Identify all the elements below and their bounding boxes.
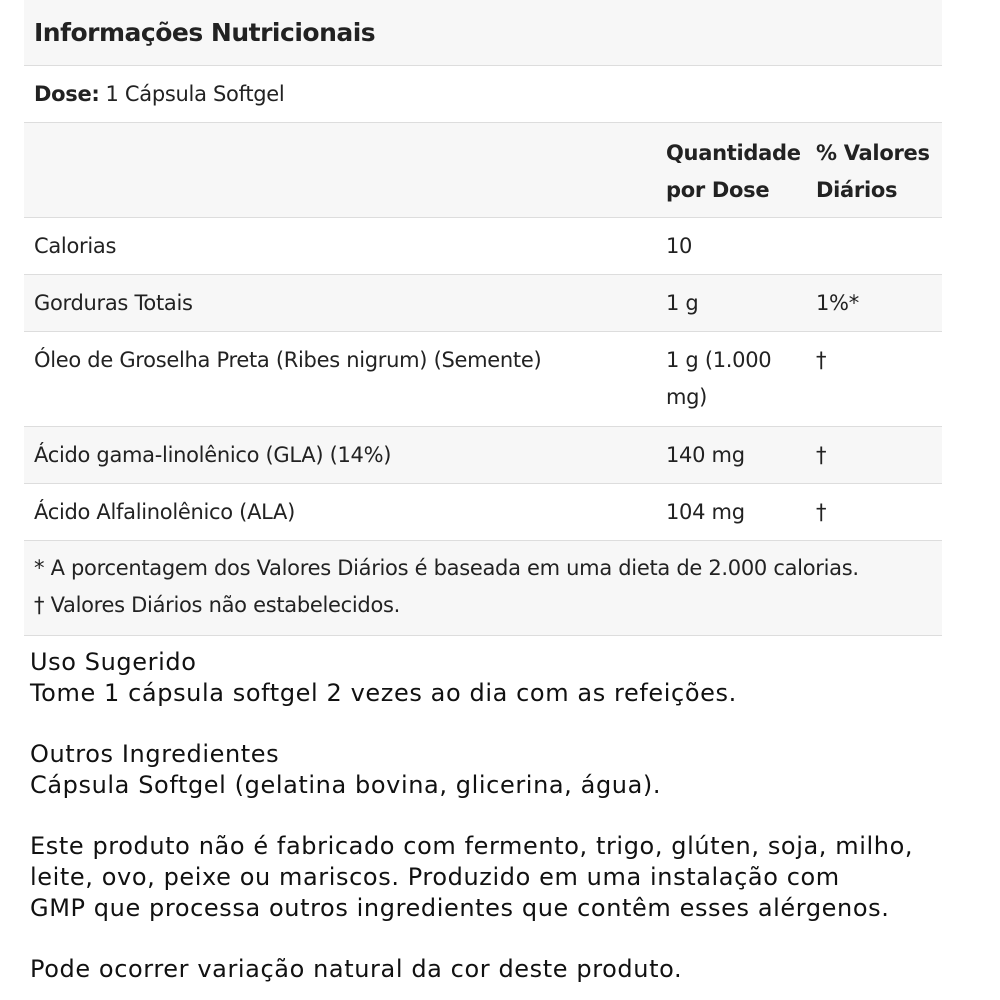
nutrient-dv: 1%* <box>816 291 859 315</box>
table-row <box>24 427 942 484</box>
header-name-cell <box>24 135 656 217</box>
product-description <box>30 647 970 985</box>
nutrient-amount-line2: mg) <box>666 385 708 409</box>
nutrition-facts-table <box>24 0 942 636</box>
nutrient-name: Óleo de Groselha Preta (Ribes nigrum) (Semente) <box>34 348 542 372</box>
nutrient-amount <box>656 342 806 426</box>
footnote-not-established: † Valores Diários não estabelecidos. <box>34 593 401 617</box>
dose-label: Dose: <box>34 82 100 106</box>
nutrient-amount: 140 mg <box>666 443 745 467</box>
footnote-daily-values: * A porcentagem dos Valores Diários é baseada em uma dieta de 2.000 calorias. <box>34 556 859 580</box>
nutrient-amount-line1: 1 g (1.000 <box>666 348 772 372</box>
nutrient-amount: 10 <box>666 234 693 258</box>
table-row <box>24 484 942 541</box>
table-row <box>24 218 942 275</box>
other-ingredients-section <box>30 739 970 801</box>
allergen-line: Este produto não é fabricado com fermento, trigo, glúten, soja, milho, <box>30 832 914 860</box>
usage-heading: Uso Sugerido <box>30 648 197 676</box>
header-amount-line2: por Dose <box>666 178 770 202</box>
color-note: Pode ocorrer variação natural da cor deste produto. <box>30 955 683 983</box>
nutrient-dv <box>806 228 942 274</box>
usage-section <box>30 647 970 709</box>
nutrient-name: Ácido Alfalinolênico (ALA) <box>34 500 295 524</box>
table-row <box>24 275 942 332</box>
dose-value: 1 Cápsula Softgel <box>105 82 285 106</box>
nutrient-amount: 1 g <box>666 291 699 315</box>
header-dv-line2: Diários <box>816 178 898 202</box>
nutrient-name: Calorias <box>34 234 117 258</box>
other-ingredients-heading: Outros Ingredientes <box>30 740 280 768</box>
nutrient-dv: † <box>816 443 827 467</box>
allergen-line: GMP que processa outros ingredientes que contêm esses alérgenos. <box>30 894 890 922</box>
facts-footnotes <box>24 541 942 636</box>
facts-title: Informações Nutricionais <box>24 0 942 66</box>
nutrient-dv: † <box>816 500 827 524</box>
header-amount-line1: Quantidade <box>666 141 801 165</box>
other-ingredients-text: Cápsula Softgel (gelatina bovina, glicerina, água). <box>30 771 662 799</box>
usage-text: Tome 1 cápsula softgel 2 vezes ao dia com as refeições. <box>30 679 737 707</box>
header-dv-cell <box>806 135 942 217</box>
allergen-section <box>30 831 970 924</box>
header-amount-cell <box>656 135 806 217</box>
column-header-row <box>24 123 942 218</box>
nutrient-name: Ácido gama-linolênico (GLA) (14%) <box>34 443 392 467</box>
table-row <box>24 332 942 427</box>
allergen-line: leite, ovo, peixe ou mariscos. Produzido em uma instalação com <box>30 863 840 891</box>
dose-row <box>24 66 942 123</box>
header-dv-line1: % Valores <box>816 141 930 165</box>
nutrient-amount: 104 mg <box>666 500 745 524</box>
nutrient-name: Gorduras Totais <box>34 291 193 315</box>
nutrient-dv: † <box>816 348 827 372</box>
